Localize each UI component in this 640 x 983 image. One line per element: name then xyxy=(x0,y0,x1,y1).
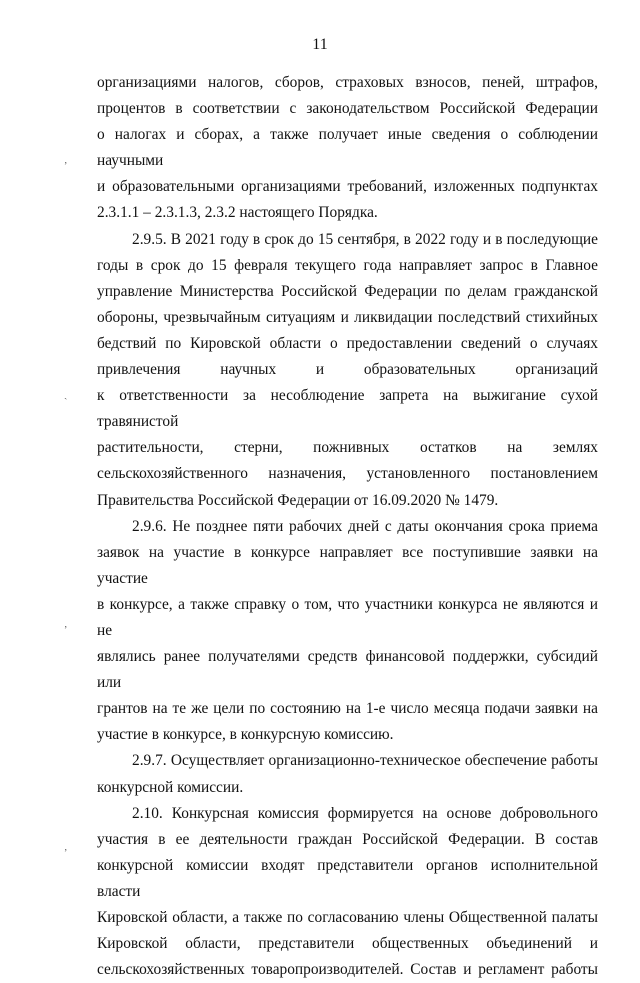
text-line: организациями налогов, сборов, страховых взносов, пеней, штрафов, xyxy=(97,74,598,91)
text-line: 2.3.1.1 – 2.3.1.3, 2.3.2 настоящего Порядка. xyxy=(97,204,378,222)
margin-mark: ʼ xyxy=(64,848,68,859)
text-line: сельскохозяйственных товаропроизводителей. Состав и регламент работы xyxy=(97,961,598,979)
text-line: Кировской области, представители общественных объединений и xyxy=(97,935,598,953)
text-line: 2.9.7. Осуществляет организационно-техническое обеспечение работы xyxy=(132,752,598,770)
paragraph-2-10 xyxy=(97,801,598,983)
text-line: обороны, чрезвычайным ситуациям и ликвидации последствий стихийных xyxy=(97,308,598,326)
text-line: растительности, стерни, пожнивных остатков на землях xyxy=(97,439,598,457)
text-line: конкурсной комиссии. xyxy=(97,778,244,796)
document-body xyxy=(97,70,598,983)
text-line: заявок на участие в конкурсе направляет все поступившие заявки на участие xyxy=(97,543,598,587)
text-line: Кировской области, а также по согласованию члены Общественной палаты xyxy=(97,909,598,926)
margin-mark: ˎ xyxy=(64,389,68,400)
paragraph-2-9-6 xyxy=(97,514,598,749)
margin-mark: ʼ xyxy=(64,161,68,172)
paragraph-2-9-5 xyxy=(97,227,598,514)
text-line: 2.10. Конкурсная комиссия формируется на основе добровольного xyxy=(132,804,598,822)
text-line: привлечения научных и образовательных организаций xyxy=(97,361,598,379)
text-line: сельскохозяйственного назначения, установленного постановлением xyxy=(97,465,598,483)
text-line: бедствий по Кировской области о предоставлении сведений о случаях xyxy=(97,334,598,352)
text-line: 2.9.6. Не позднее пяти рабочих дней с даты окончания срока приема xyxy=(132,517,598,535)
paragraph-continued xyxy=(97,70,598,227)
text-line: о налогах и сборах, а также получает иные сведения о соблюдении научными xyxy=(97,126,598,170)
text-line: и образовательными организациями требований, изложенных подпунктах xyxy=(97,178,598,196)
paragraph-2-9-7 xyxy=(97,748,598,800)
text-line: к ответственности за несоблюдение запрета на выжигание сухой травянистой xyxy=(97,387,598,431)
text-line: участие в конкурсе, в конкурсную комиссию. xyxy=(97,726,394,744)
text-line: участия в ее деятельности граждан Российской Федерации. В состав xyxy=(97,830,598,848)
text-line: 2.9.5. В 2021 году в срок до 15 сентября, в 2022 году и в последующие xyxy=(132,230,598,248)
text-line: процентов в соответствии с законодательством Российской Федерации xyxy=(97,100,598,118)
text-line: управление Министерства Российской Федерации по делам гражданской xyxy=(97,282,598,300)
margin-mark: ʼ xyxy=(64,625,68,636)
text-line: грантов на те же цели по состоянию на 1-е число месяца подачи заявки на xyxy=(97,700,598,718)
text-line: являлись ранее получателями средств финансовой поддержки, субсидий или xyxy=(97,648,598,692)
text-line: годы в срок до 15 февраля текущего года направляет запрос в Главное xyxy=(97,256,598,274)
text-line: Правительства Российской Федерации от 16.09.2020 № 1479. xyxy=(97,491,499,509)
text-line: конкурсной комиссии входят представители органов исполнительной власти xyxy=(97,856,598,900)
text-line: в конкурсе, а также справку о том, что участники конкурса не являются и не xyxy=(97,595,598,639)
page-number: 11 xyxy=(312,36,328,53)
